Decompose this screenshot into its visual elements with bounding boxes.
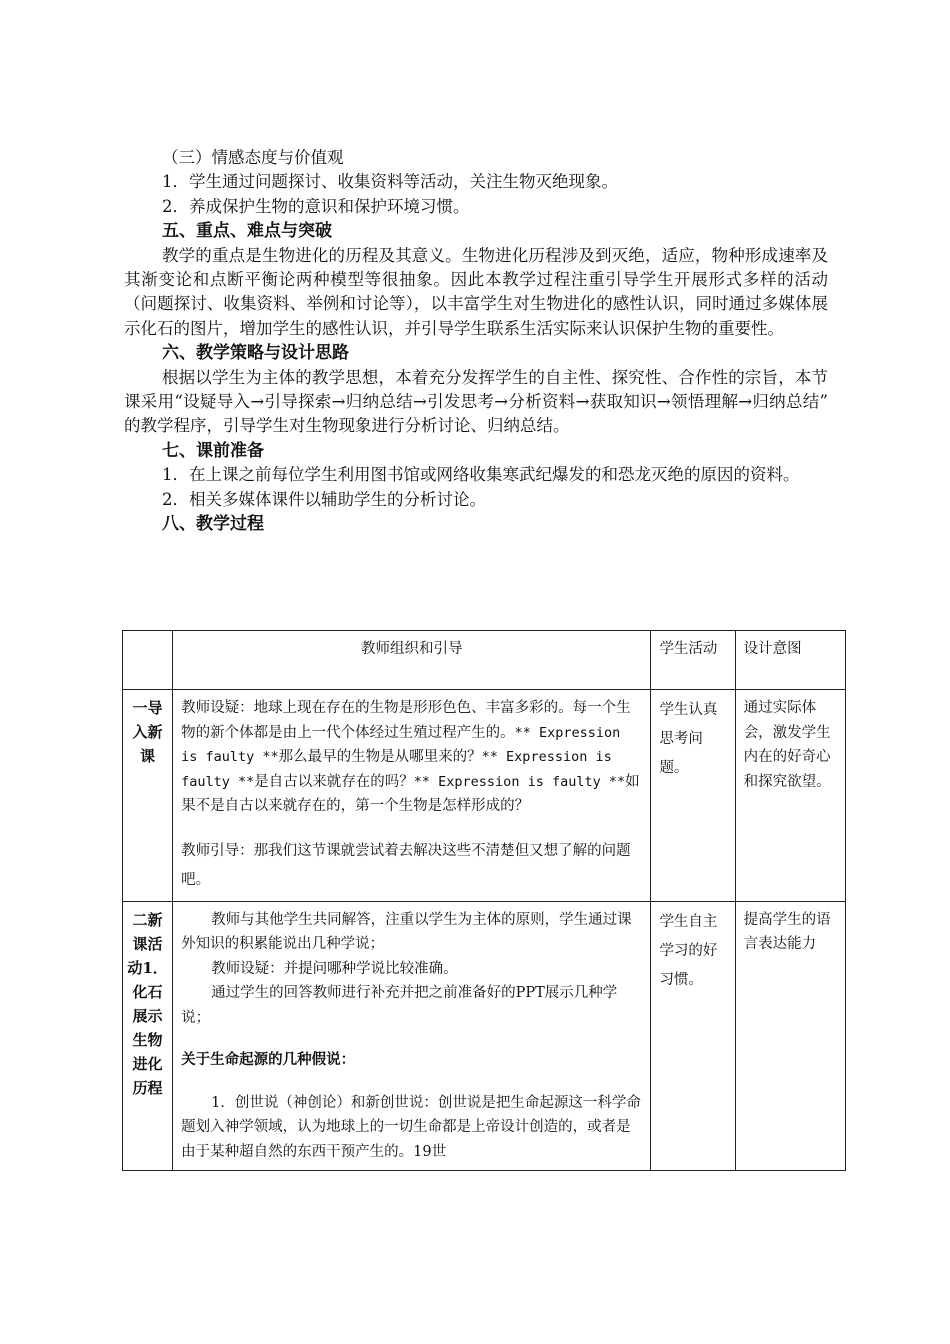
header-stage-cell bbox=[123, 631, 173, 690]
section7-item-1: 1．在上课之前每位学生利用图书馆或网络收集寒武纪爆发的和恐龙灭绝的原因的资料。 bbox=[162, 465, 800, 485]
intro-text-b: 那么最早的生物是从哪里来的？ bbox=[278, 749, 482, 765]
table-row bbox=[123, 901, 846, 1171]
teacher-cell-new-lesson bbox=[173, 901, 651, 1171]
header-teacher-cell: 教师组织和引导 bbox=[173, 631, 651, 690]
teacher-new-p4: 1．创世说（神创论）和新创世说：创世说是把生命起源这一科学命题划入神学领域，认为地球上的一切生命都是上帝设计创造的，或者是由于某种超自然的东西干预产生的。19世 bbox=[181, 1094, 641, 1160]
teacher-intro-question bbox=[181, 696, 642, 819]
student-cell-new-lesson: 学生自主学习的好习惯。 bbox=[651, 901, 735, 1171]
field-error-2: ** Expression is faulty ** bbox=[181, 749, 612, 790]
hypotheses-heading: 关于生命起源的几种假说： bbox=[181, 1051, 356, 1068]
section3-title: （三）情感态度与价值观 bbox=[162, 148, 344, 167]
field-error-1: ** Expression is faulty ** bbox=[181, 724, 621, 765]
section6-paragraph: 根据以学生为主体的教学思想，本着充分发挥学生的自主性、探究性、合作性的宗旨，本节课采用“设疑导入→引导探索→归纳总结→引发思考→分析资料→获取知识→领悟理解→归纳总结” 的教学程序，引导学生对生物现象进行分析讨论、归纳总结。 bbox=[124, 367, 828, 436]
intent-cell-intro: 通过实际体会，激发学生内在的好奇心和探究欲望。 bbox=[735, 690, 845, 902]
document-body bbox=[124, 146, 828, 537]
section6-heading: 六、教学策略与设计思路 bbox=[162, 343, 349, 364]
intent-cell-new-lesson: 提高学生的语言表达能力 bbox=[735, 901, 845, 1171]
teacher-intro-guide: 教师引导：那我们这节课就尝试着去解决这些不清楚但又想了解的问题吧。 bbox=[181, 842, 631, 888]
stage-cell-intro: 一导入新课 bbox=[123, 690, 173, 902]
section3-item-2: 2．养成保护生物的意识和保护环境习惯。 bbox=[162, 196, 470, 216]
stage-cell-new-lesson: 二新课活动1．化石展示生物进化历程 bbox=[123, 901, 173, 1171]
spacer bbox=[181, 819, 642, 837]
table-header-row bbox=[123, 631, 846, 690]
section3-item-1: 1．学生通过问题探讨、收集资料等活动，关注生物灭绝现象。 bbox=[162, 172, 618, 192]
header-student-cell: 学生活动 bbox=[651, 631, 735, 690]
spacer bbox=[181, 1030, 642, 1048]
section7-item-2: 2．相关多媒体课件以辅助学生的分析讨论。 bbox=[162, 489, 486, 509]
teaching-process-table bbox=[122, 630, 846, 1171]
intro-text-a: 教师设疑：地球上现在存在的生物是形形色色、丰富多彩的。每一个生物的新个体都是由上一代个体经过生殖过程产生的。 bbox=[181, 700, 631, 741]
spacer bbox=[181, 1073, 642, 1091]
teacher-new-p3: 通过学生的回答教师进行补充并把之前准备好的PPT展示几种学说； bbox=[181, 985, 618, 1026]
section5-heading: 五、重点、难点与突破 bbox=[162, 221, 332, 242]
section5-paragraph: 教学的重点是生物进化的历程及其意义。生物进化历程涉及到灭绝，适应，物种形成速率及其渐变论和点断平衡论两种模型等很抽象。因此本教学过程注重引导学生开展形式多样的活动（问题探讨、收集资料、举例和讨论等），以丰富学生对生物进化的感性认识，同时通过多媒体展示化石的图片，增加学生的感性认识，并引导学生联系生活实际来认识保护生物的重要性。 bbox=[124, 245, 828, 338]
teacher-cell-intro bbox=[173, 690, 651, 902]
field-error-3: ** Expression is faulty ** bbox=[413, 773, 626, 790]
intro-text-c: 是自古以来就存在的吗？ bbox=[254, 773, 414, 790]
section8-heading: 八、教学过程 bbox=[162, 514, 264, 535]
teacher-new-p2: 教师设疑：并提问哪种学说比较准确。 bbox=[211, 960, 458, 977]
intro-text-d: 如果不是自古以来就存在的，第一个生物是怎样形成的？ bbox=[181, 773, 640, 814]
student-cell-intro: 学生认真思考问题。 bbox=[651, 690, 735, 902]
table-row bbox=[123, 690, 846, 902]
header-intent-cell: 设计意图 bbox=[735, 631, 845, 690]
section7-heading: 七、课前准备 bbox=[162, 440, 264, 461]
teacher-new-p1: 教师与其他学生共同解答，注重以学生为主体的原则，学生通过课外知识的积累能说出几种学说； bbox=[181, 911, 632, 952]
